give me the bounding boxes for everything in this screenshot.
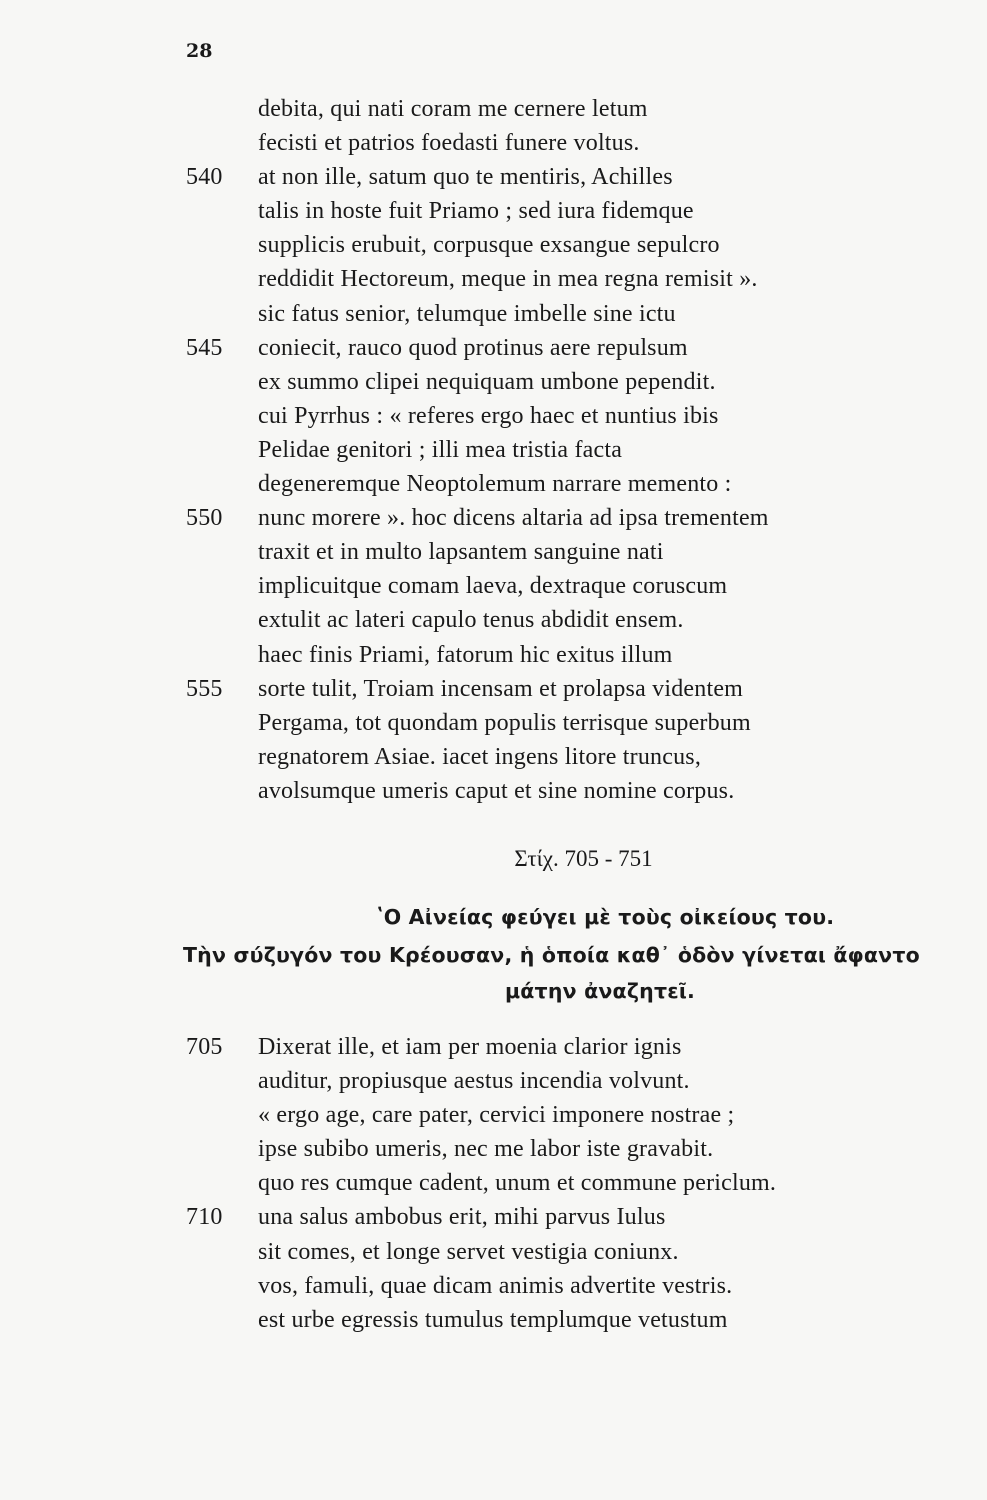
verse-line: [0, 365, 987, 399]
verse-line: [0, 126, 987, 160]
verse-block-latin-1: [0, 92, 987, 808]
verse-text: « ergo age, care pater, cervici imponere nostrae ;: [258, 1102, 735, 1129]
page-number: 28: [186, 40, 213, 62]
verse-text: sorte tulit, Troiam incensam et prolapsa videntem: [258, 675, 744, 702]
verse-line: [0, 194, 987, 228]
verse-line: [0, 160, 987, 194]
verse-text: avolsumque umeris caput et sine nomine corpus.: [258, 777, 735, 804]
verse-line: [0, 1098, 987, 1132]
section-heading-line-1: ʽΟ Αἰνείας φεύγει μὲ τοὺς οἰκείους του.: [375, 905, 835, 929]
verse-text: fecisti et patrios foedasti funere voltus.: [258, 130, 640, 157]
verse-text: regnatorem Asiae. iacet ingens litore truncus,: [258, 743, 702, 770]
verse-line: [0, 1269, 987, 1303]
verse-line: [0, 603, 987, 637]
verse-text: haec finis Priami, fatorum hic exitus illum: [258, 641, 673, 668]
section-heading-line-3: μάτην ἀναζητεῖ.: [504, 979, 696, 1003]
verse-text: Dixerat ille, et iam per moenia clarior ignis: [258, 1034, 682, 1060]
line-number: 540: [186, 164, 223, 191]
verse-block-latin-2: [0, 1030, 987, 1337]
verse-line: [0, 1030, 987, 1064]
verse-text: traxit et in multo lapsantem sanguine nati: [258, 539, 664, 566]
verse-line: [0, 706, 987, 740]
verse-line: [0, 1303, 987, 1337]
verse-line: [0, 1166, 987, 1200]
verse-line: [0, 740, 987, 774]
verse-text: coniecit, rauco quod protinus aere repulsum: [258, 334, 688, 361]
line-number: 555: [186, 675, 223, 702]
verse-line: [0, 433, 987, 467]
verse-text: reddidit Hectoreum, meque in mea regna remisit ».: [258, 266, 758, 293]
verse-text: quo res cumque cadent, unum et commune periclum.: [258, 1170, 777, 1197]
verse-line: [0, 1200, 987, 1234]
stich-reference: Στίχ. 705 - 751: [514, 846, 653, 871]
verse-text: cui Pyrrhus : « referes ergo haec et nuntius ibis: [258, 402, 719, 429]
verse-line: [0, 1064, 987, 1098]
verse-text: supplicis erubuit, corpusque exsangue sepulcro: [258, 232, 720, 259]
verse-line: [0, 569, 987, 603]
verse-text: Pergama, tot quondam populis terrisque superbum: [258, 709, 751, 736]
verse-line: [0, 501, 987, 535]
verse-text: implicuitque comam laeva, dextraque coruscum: [258, 573, 728, 600]
verse-line: [0, 638, 987, 672]
verse-text: ipse subibo umeris, nec me labor iste gravabit.: [258, 1136, 714, 1163]
verse-text: auditur, propiusque aestus incendia volvunt.: [258, 1068, 690, 1095]
verse-line: [0, 262, 987, 296]
verse-text: sic fatus senior, telumque imbelle sine ictu: [258, 300, 676, 327]
verse-line: [0, 399, 987, 433]
verse-text: Pelidae genitori ; illi mea tristia facta: [258, 436, 623, 463]
line-number: 710: [186, 1204, 223, 1231]
verse-text: extulit ac lateri capulo tenus abdidit ensem.: [258, 607, 684, 634]
verse-line: [0, 467, 987, 501]
verse-line: [0, 1235, 987, 1269]
verse-text: talis in hoste fuit Priamo ; sed iura fidemque: [258, 198, 694, 225]
section-heading-line-2: Τὴν σύζυγόν του Κρέουσαν, ἡ ὁποία καθ᾽ ὁδὸν γίνεται ἄφαντο: [183, 943, 920, 967]
verse-line: [0, 228, 987, 262]
verse-text: debita, qui nati coram me cernere letum: [258, 96, 648, 122]
verse-line: [0, 1132, 987, 1166]
verse-line: [0, 297, 987, 331]
line-number: 705: [186, 1034, 223, 1060]
verse-text: at non ille, satum quo te mentiris, Achilles: [258, 164, 673, 191]
verse-text: vos, famuli, quae dicam animis advertite vestris.: [258, 1272, 733, 1299]
verse-text: sit comes, et longe servet vestigia coniunx.: [258, 1238, 679, 1265]
verse-text: una salus ambobus erit, mihi parvus Iulus: [258, 1204, 666, 1231]
verse-line: [0, 331, 987, 365]
verse-line: [0, 535, 987, 569]
verse-line: [0, 672, 987, 706]
line-number: 545: [186, 334, 223, 361]
verse-text: degeneremque Neoptolemum narrare memento :: [258, 471, 732, 498]
verse-text: ex summo clipei nequiquam umbone pependit.: [258, 368, 716, 395]
line-number: 550: [186, 505, 223, 532]
verse-text: nunc morere ». hoc dicens altaria ad ipsa trementem: [258, 505, 769, 532]
verse-line: [0, 774, 987, 808]
verse-text: est urbe egressis tumulus templumque vetustum: [258, 1306, 728, 1333]
verse-line: [0, 92, 987, 126]
